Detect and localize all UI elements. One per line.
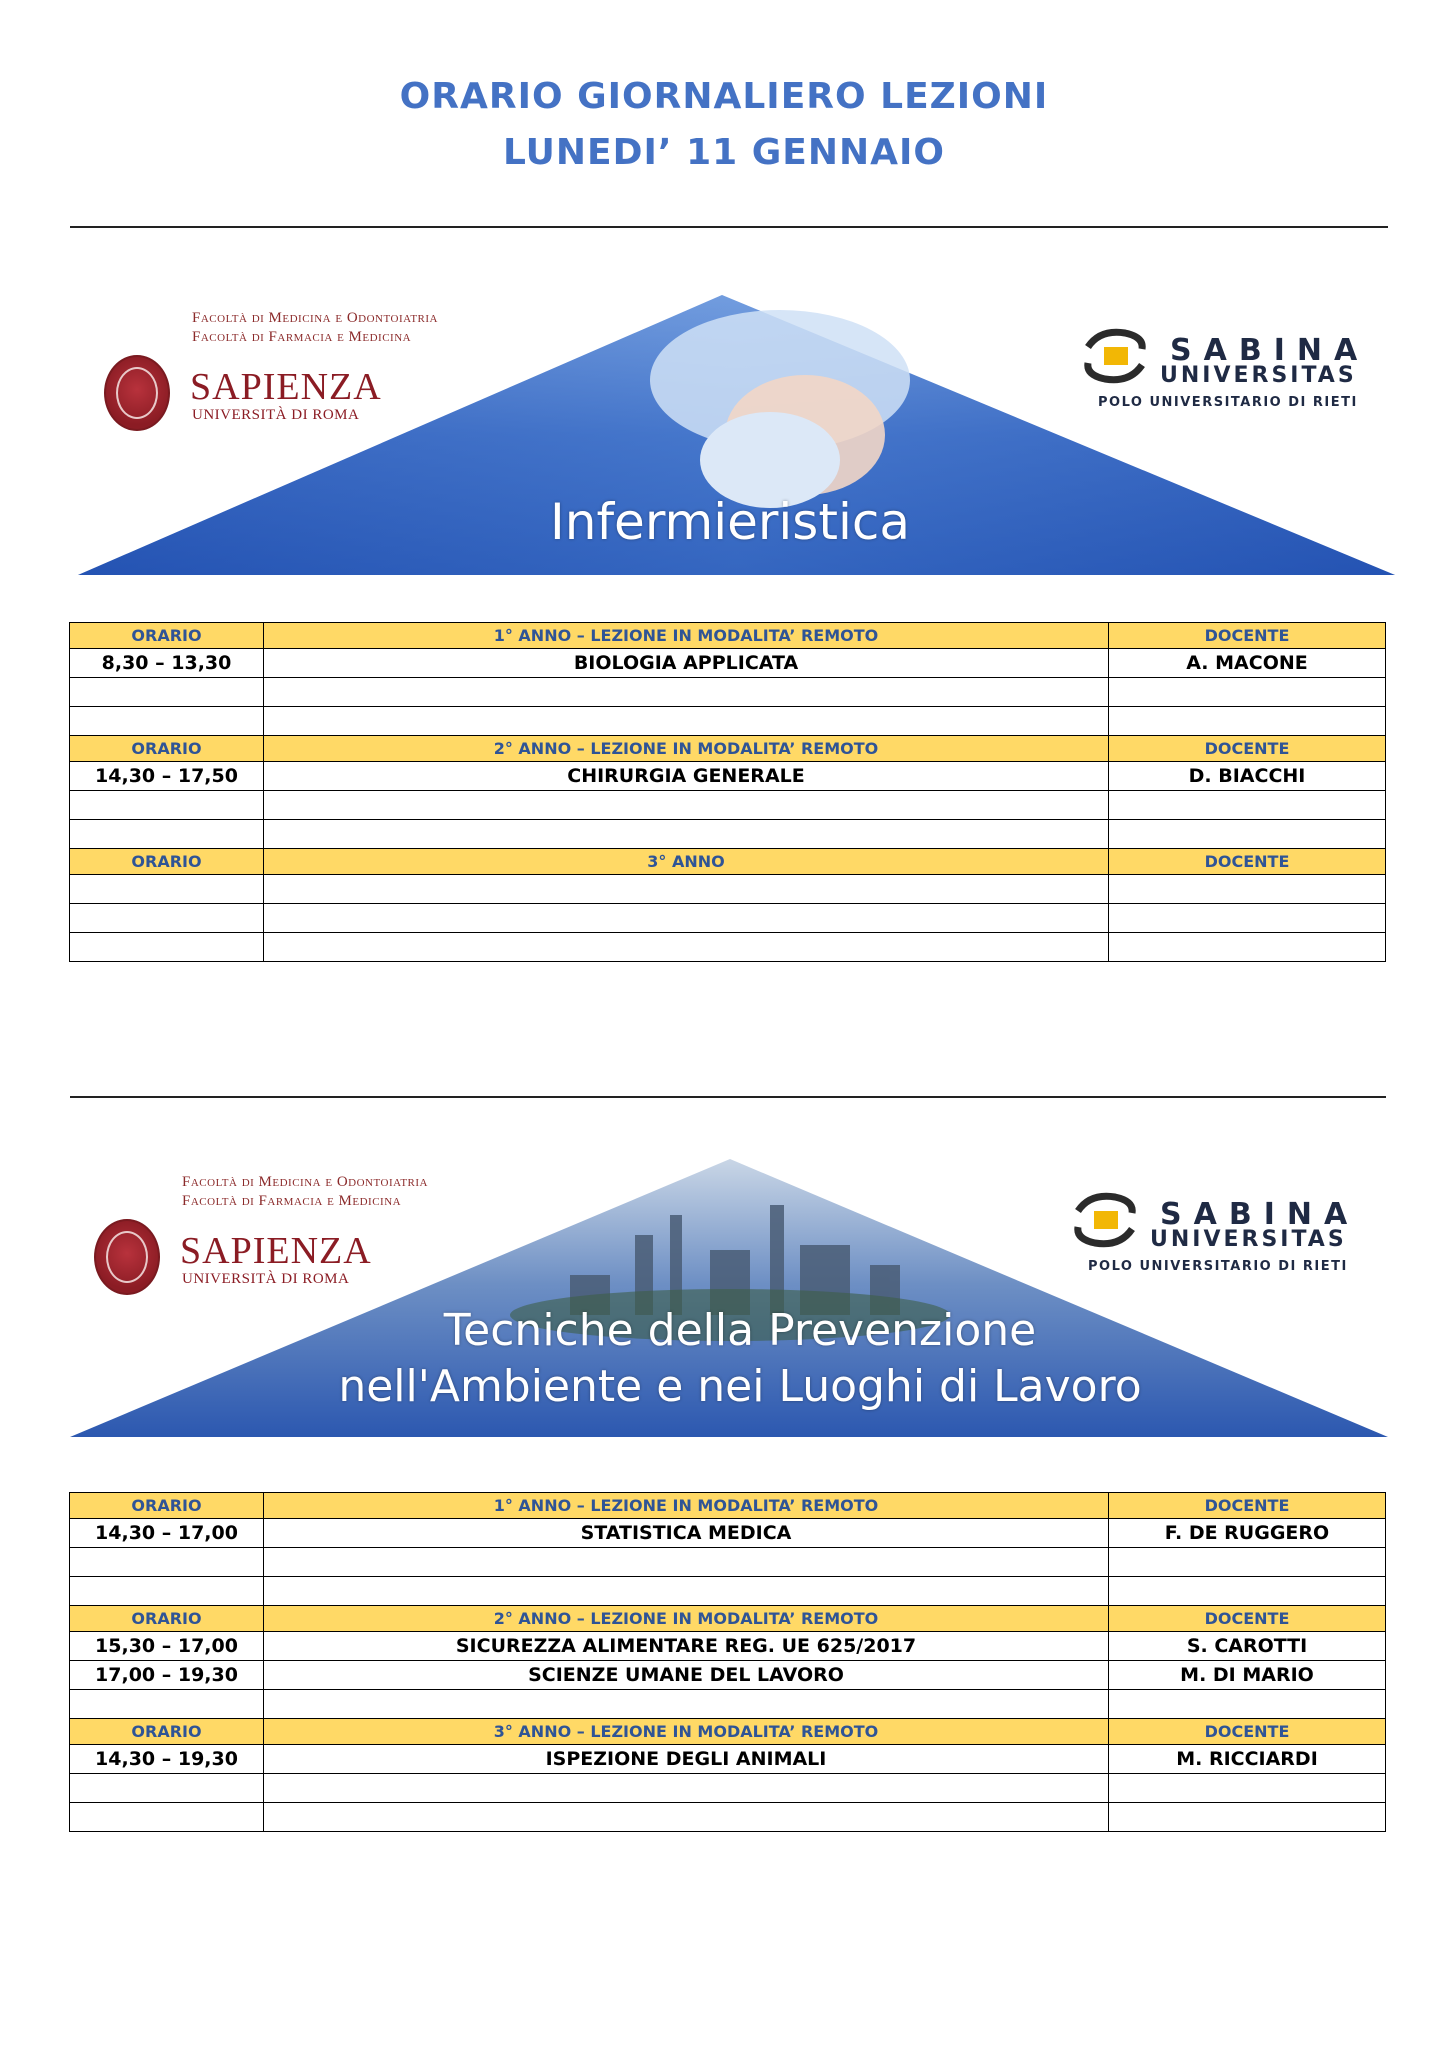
cell-docente: F. DE RUGGERO	[1109, 1519, 1386, 1548]
header-docente: DOCENTE	[1109, 623, 1386, 649]
table-row	[70, 1632, 1386, 1661]
table-row	[70, 875, 1386, 904]
page-title-line2: LUNEDI’ 11 GENNAIO	[503, 132, 945, 173]
faculty-line2: Facoltà di Farmacia e Medicina	[192, 329, 412, 345]
cell-orario: 8,30 – 13,30	[70, 649, 264, 678]
cell-lezione: SCIENZE UMANE DEL LAVORO	[264, 1661, 1109, 1690]
cell-lezione	[264, 1774, 1109, 1803]
header-docente: DOCENTE	[1109, 1493, 1386, 1519]
divider-top	[70, 226, 1388, 228]
cell-lezione: STATISTICA MEDICA	[264, 1519, 1109, 1548]
cell-orario	[70, 791, 264, 820]
cell-lezione	[264, 1577, 1109, 1606]
page-title-line1: ORARIO GIORNALIERO LEZIONI	[399, 76, 1049, 117]
header-orario: ORARIO	[70, 1493, 264, 1519]
cell-docente	[1109, 820, 1386, 849]
cell-orario: 14,30 – 19,30	[70, 1745, 264, 1774]
cell-docente: M. DI MARIO	[1109, 1661, 1386, 1690]
table-row	[70, 707, 1386, 736]
cell-lezione	[264, 1803, 1109, 1832]
cell-orario	[70, 1577, 264, 1606]
cell-lezione: BIOLOGIA APPLICATA	[264, 649, 1109, 678]
header-orario: ORARIO	[70, 623, 264, 649]
header-docente: DOCENTE	[1109, 736, 1386, 762]
cell-lezione: ISPEZIONE DEGLI ANIMALI	[264, 1745, 1109, 1774]
course-title-line2: nell'Ambiente e nei Luoghi di Lavoro	[338, 1361, 1142, 1412]
cell-orario: 15,30 – 17,00	[70, 1632, 264, 1661]
sapienza-subtitle: UNIVERSITÀ DI ROMA	[192, 407, 360, 423]
cell-orario	[70, 1548, 264, 1577]
header-lezione: 1° ANNO – LEZIONE IN MODALITA’ REMOTO	[264, 623, 1109, 649]
sabina-name: SABINA	[1170, 333, 1370, 368]
header-docente: DOCENTE	[1109, 1606, 1386, 1632]
header-orario: ORARIO	[70, 736, 264, 762]
cell-docente	[1109, 707, 1386, 736]
sabina-polo: POLO UNIVERSITARIO DI RIETI	[1088, 1259, 1348, 1274]
cell-docente	[1109, 1690, 1386, 1719]
table-row	[70, 904, 1386, 933]
cell-docente: A. MACONE	[1109, 649, 1386, 678]
sabina-universitas: UNIVERSITAS	[1150, 1227, 1347, 1252]
section-header-row	[70, 1493, 1386, 1519]
table-row	[70, 762, 1386, 791]
schedule-table-tecniche-prevenzione	[69, 1492, 1386, 1832]
sabina-universitas-logo-icon	[1080, 327, 1150, 385]
cell-orario: 14,30 – 17,50	[70, 762, 264, 791]
cell-orario	[70, 820, 264, 849]
cell-docente	[1109, 1577, 1386, 1606]
course-title-line1: Tecniche della Prevenzione	[443, 1305, 1037, 1356]
cell-lezione: CHIRURGIA GENERALE	[264, 762, 1109, 791]
cell-orario	[70, 707, 264, 736]
cell-docente	[1109, 791, 1386, 820]
table-row	[70, 1690, 1386, 1719]
cell-orario	[70, 1690, 264, 1719]
section-header-row	[70, 736, 1386, 762]
section-header-row	[70, 623, 1386, 649]
cell-lezione	[264, 933, 1109, 962]
section-header-row	[70, 1606, 1386, 1632]
cell-orario	[70, 875, 264, 904]
cell-lezione	[264, 791, 1109, 820]
table-row	[70, 1661, 1386, 1690]
cell-lezione	[264, 1690, 1109, 1719]
table-row	[70, 1803, 1386, 1832]
sabina-polo: POLO UNIVERSITARIO DI RIETI	[1098, 395, 1358, 410]
cell-docente	[1109, 933, 1386, 962]
cell-lezione	[264, 875, 1109, 904]
cell-docente: D. BIACCHI	[1109, 762, 1386, 791]
header-lezione: 2° ANNO – LEZIONE IN MODALITA’ REMOTO	[264, 736, 1109, 762]
sapienza-subtitle: UNIVERSITÀ DI ROMA	[182, 1271, 350, 1287]
header-lezione: 3° ANNO	[264, 849, 1109, 875]
header-orario: ORARIO	[70, 1719, 264, 1745]
cell-orario	[70, 933, 264, 962]
cell-orario	[70, 1774, 264, 1803]
cell-docente	[1109, 1803, 1386, 1832]
header-orario: ORARIO	[70, 849, 264, 875]
banner-tecniche-prevenzione	[70, 1155, 1400, 1437]
table-row	[70, 1548, 1386, 1577]
sapienza-seal-logo	[94, 1219, 160, 1295]
cell-orario	[70, 1803, 264, 1832]
header-lezione: 1° ANNO – LEZIONE IN MODALITA’ REMOTO	[264, 1493, 1109, 1519]
faculty-line2: Facoltà di Farmacia e Medicina	[182, 1193, 402, 1209]
cell-lezione: SICUREZZA ALIMENTARE REG. UE 625/2017	[264, 1632, 1109, 1661]
cell-orario	[70, 678, 264, 707]
cell-docente	[1109, 678, 1386, 707]
header-lezione: 2° ANNO – LEZIONE IN MODALITA’ REMOTO	[264, 1606, 1109, 1632]
cell-lezione	[264, 678, 1109, 707]
cell-docente: M. RICCIARDI	[1109, 1745, 1386, 1774]
header-orario: ORARIO	[70, 1606, 264, 1632]
course-title-infermieristica: Infermieristica	[550, 493, 910, 551]
sabina-universitas-logo-icon	[1070, 1191, 1140, 1249]
sabina-universitas: UNIVERSITAS	[1160, 363, 1357, 388]
cell-docente	[1109, 875, 1386, 904]
cell-lezione	[264, 707, 1109, 736]
section-header-row	[70, 1719, 1386, 1745]
header-lezione: 3° ANNO – LEZIONE IN MODALITA’ REMOTO	[264, 1719, 1109, 1745]
sabina-name: SABINA	[1160, 1197, 1360, 1232]
header-docente: DOCENTE	[1109, 1719, 1386, 1745]
cell-lezione	[264, 904, 1109, 933]
cell-docente	[1109, 904, 1386, 933]
table-row	[70, 1774, 1386, 1803]
sapienza-name: SAPIENZA	[190, 366, 382, 408]
table-row	[70, 678, 1386, 707]
cell-docente: S. CAROTTI	[1109, 1632, 1386, 1661]
table-row	[70, 1577, 1386, 1606]
table-row	[70, 820, 1386, 849]
table-row	[70, 1519, 1386, 1548]
cell-docente	[1109, 1774, 1386, 1803]
table-row	[70, 1745, 1386, 1774]
schedule-table-infermieristica	[69, 622, 1386, 962]
banner-infermieristica	[70, 285, 1400, 575]
cell-orario: 14,30 – 17,00	[70, 1519, 264, 1548]
divider-middle	[70, 1096, 1386, 1098]
table-row	[70, 649, 1386, 678]
table-row	[70, 791, 1386, 820]
table-row	[70, 933, 1386, 962]
section-header-row	[70, 849, 1386, 875]
faculty-line1: Facoltà di Medicina e Odontoiatria	[192, 310, 438, 326]
sapienza-name: SAPIENZA	[180, 1230, 372, 1272]
cell-docente	[1109, 1548, 1386, 1577]
cell-lezione	[264, 820, 1109, 849]
header-docente: DOCENTE	[1109, 849, 1386, 875]
cell-lezione	[264, 1548, 1109, 1577]
cell-orario: 17,00 – 19,30	[70, 1661, 264, 1690]
sapienza-seal-logo	[104, 355, 170, 431]
cell-orario	[70, 904, 264, 933]
faculty-line1: Facoltà di Medicina e Odontoiatria	[182, 1174, 428, 1190]
